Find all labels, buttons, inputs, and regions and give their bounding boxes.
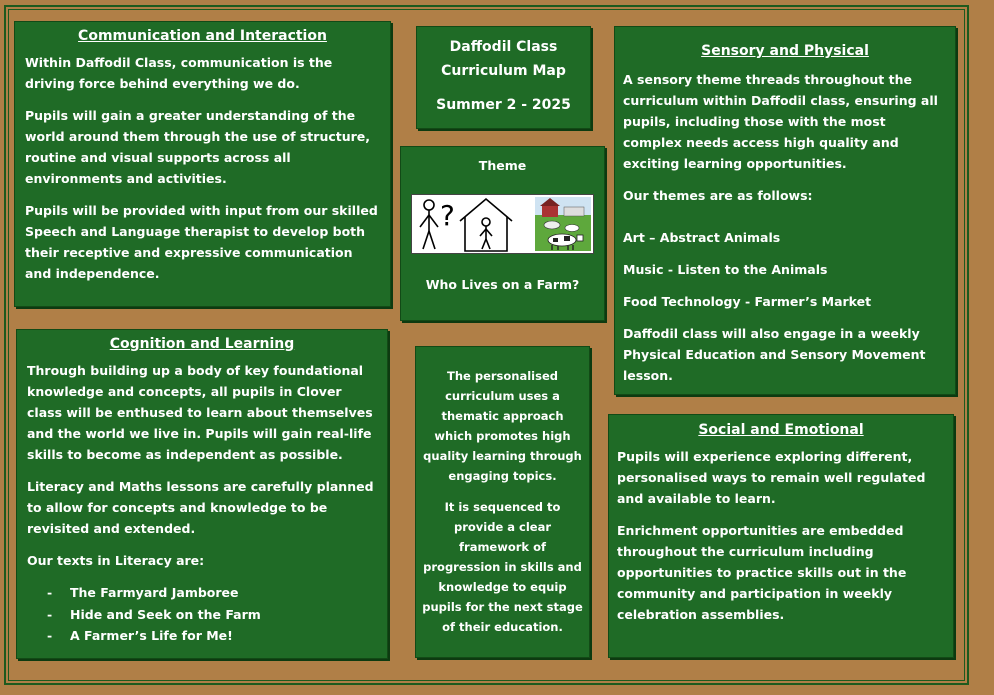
theme-symbols bbox=[411, 194, 594, 254]
cognition-panel bbox=[16, 329, 388, 659]
list-item: - Hide and Seek on the Farm bbox=[27, 604, 377, 626]
curriculum-panel bbox=[415, 346, 590, 658]
sensory-theme-item: Music - Listen to the Animals bbox=[623, 262, 828, 277]
communication-heading: Communication and Interaction bbox=[78, 28, 327, 44]
sensory-theme-item: Art – Abstract Animals bbox=[623, 230, 781, 245]
sensory-heading: Sensory and Physical bbox=[701, 43, 869, 59]
class-name: Daffodil Class bbox=[449, 39, 558, 55]
literacy-texts-list bbox=[27, 582, 377, 647]
sensory-closing: Daffodil class will also engage in a weekly Physical Education and Sensory Movement lesson. bbox=[623, 326, 926, 383]
theme-symbols-svg bbox=[412, 195, 593, 253]
sensory-panel bbox=[614, 26, 956, 395]
social-paragraph: Enrichment opportunities are embedded throughout the curriculum including opportunities to practice skills out in the community and participation in weekly celebration assemblies. bbox=[617, 523, 907, 622]
cognition-paragraph: Literacy and Maths lessons are carefully planned to allow for concepts and knowledge to be revisited and extended. bbox=[27, 479, 374, 536]
curriculum-paragraph: It is sequenced to provide a clear framework of progression in skills and knowledge to equip pupils for the next stage of their education. bbox=[422, 500, 583, 634]
list-item: - The Farmyard Jamboree bbox=[27, 582, 377, 604]
social-heading: Social and Emotional bbox=[698, 422, 864, 438]
theme-question: Who Lives on a Farm? bbox=[425, 277, 580, 292]
theme-panel bbox=[400, 146, 605, 321]
person-question-icon bbox=[420, 199, 455, 249]
theme-label: Theme bbox=[478, 158, 527, 173]
cognition-heading: Cognition and Learning bbox=[109, 336, 295, 352]
sensory-theme-item: Food Technology - Farmer’s Market bbox=[623, 294, 872, 309]
house-person-icon bbox=[460, 199, 512, 251]
social-paragraph: Pupils will experience exploring different, personalised ways to remain well regulated and available to learn. bbox=[617, 449, 926, 506]
cognition-paragraph: Our texts in Literacy are: bbox=[27, 553, 205, 568]
communication-panel bbox=[14, 21, 391, 307]
title-panel bbox=[416, 26, 591, 129]
curriculum-paragraph: The personalised curriculum uses a thematic approach which promotes high quality learning through engaging topics. bbox=[423, 369, 582, 483]
sensory-themes-intro: Our themes are as follows: bbox=[623, 188, 813, 203]
communication-paragraph: Pupils will be provided with input from our skilled Speech and Language therapist to develop both their receptive and expressive communication and independence. bbox=[25, 203, 378, 281]
sensory-intro: A sensory theme threads throughout the curriculum within Daffodil class, ensuring all pupils, including those with the most complex needs access high quality and exciting learning opportunities. bbox=[623, 72, 938, 171]
farm-animals-icon bbox=[535, 197, 591, 251]
cognition-paragraph: Through building up a body of key foundational knowledge and concepts, all pupils in Clover class will be enthused to learn about themselves and the world we live in. Pupils will gain real-life skills to become as independent as possible. bbox=[27, 363, 373, 462]
social-panel bbox=[608, 414, 954, 658]
communication-paragraph: Pupils will gain a greater understanding of the world around them through the use of structure, routine and visual supports across all environments and activities. bbox=[25, 108, 371, 186]
map-title: Curriculum Map bbox=[441, 63, 566, 79]
communication-paragraph: Within Daffodil Class, communication is the driving force behind everything we do. bbox=[25, 55, 333, 91]
term-label: Summer 2 - 2025 bbox=[436, 97, 571, 113]
list-item: - A Farmer’s Life for Me! bbox=[27, 625, 377, 647]
svg-text:?: ? bbox=[440, 199, 455, 232]
